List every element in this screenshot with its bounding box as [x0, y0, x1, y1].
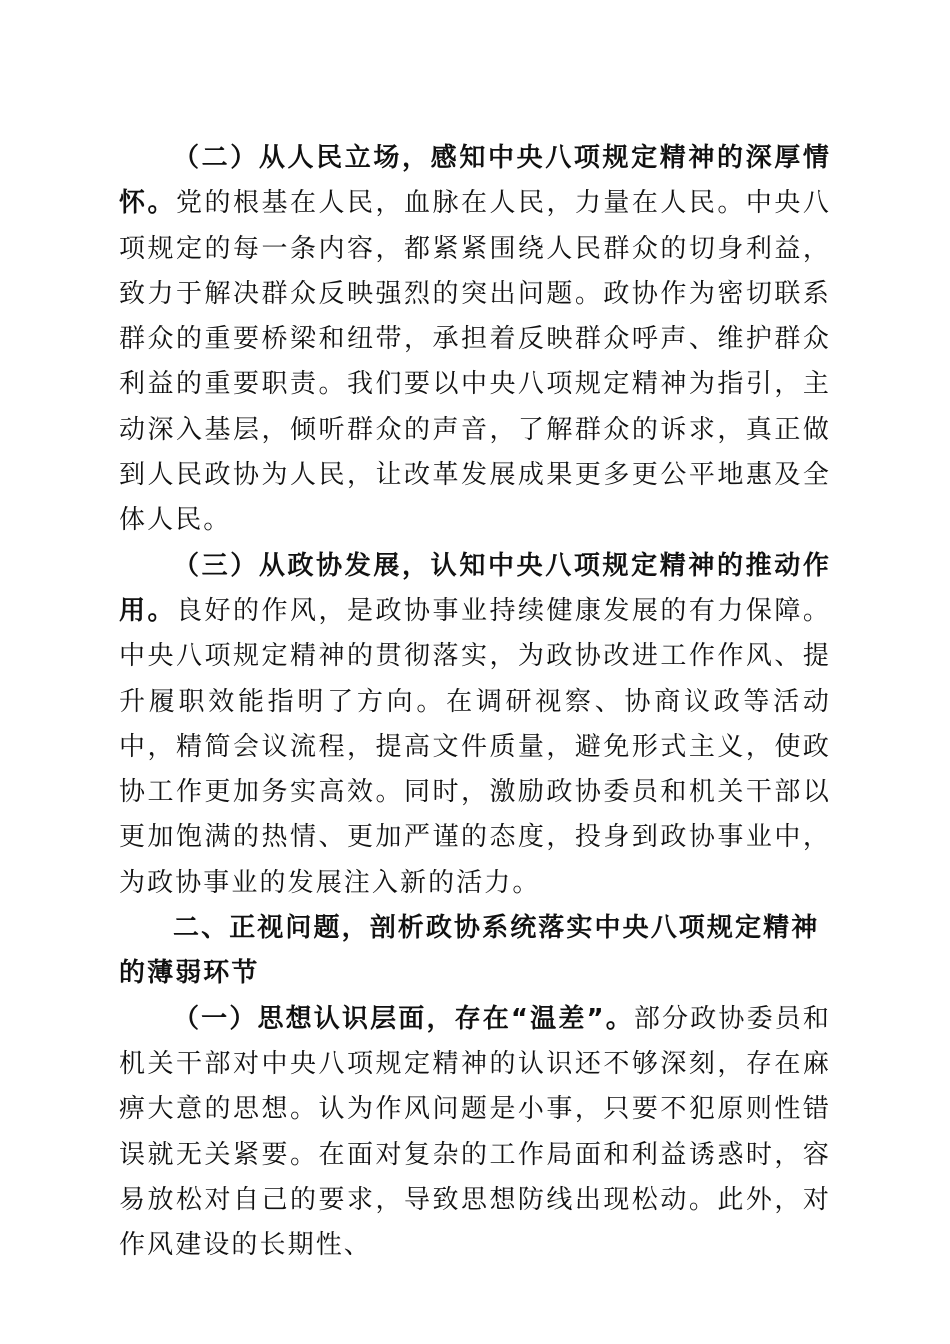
paragraph-heading: （二）从人民立场，感知中央八项规定精神的深厚情怀。 — [119, 143, 831, 219]
paragraph-heading: （三）从政协发展，认知中央八项规定精神的推动作用。 — [119, 550, 831, 626]
paragraph-cppcc-development — [119, 544, 831, 906]
paragraph-text: 部分政协委员和机关干部对中央八项规定精神的认识还不够深刻，存在麻痹大意的思想。认为作风问题是小事，只要不犯原则性错误就无关紧要。在面对复杂的工作局面和利益诱惑时，容易放松对自己的要求，导致思想防线出现松动。此外，对作风建设的长期性、 — [119, 1003, 831, 1261]
paragraph-text: 良好的作风，是政协事业持续健康发展的有力保障。中央八项规定精神的贯彻落实，为政协改进工作作风、提升履职效能指明了方向。在调研视察、协商议政等活动中，精简会议流程，提高文件质量，避免形式主义，使政协工作更加务实高效。同时，激励政协委员和机关干部以更加饱满的热情、更加严谨的态度，投身到政协事业中，为政协事业的发展注入新的活力。 — [119, 595, 831, 898]
section-heading: 二、正视问题，剖析政协系统落实中央八项规定精神的薄弱环节 — [119, 913, 820, 989]
paragraph-people-stance — [119, 136, 831, 544]
paragraph-ideological-awareness — [119, 997, 831, 1269]
document-body — [119, 136, 831, 1268]
paragraph-text: 党的根基在人民，血脉在人民，力量在人民。中央八项规定的每一条内容，都紧紧围绕人民群众的切身利益，致力于解决群众反映强烈的突出问题。政协作为密切联系群众的重要桥梁和纽带，承担着反映群众呼声、维护群众利益的重要职责。我们要以中央八项规定精神为指引，主动深入基层，倾听群众的声音，了解群众的诉求，真正做到人民政协为人民，让改革发展成果更多更公平地惠及全体人民。 — [119, 188, 831, 536]
paragraph-heading: （一）思想认识层面，存在“温差”。 — [173, 1003, 634, 1034]
